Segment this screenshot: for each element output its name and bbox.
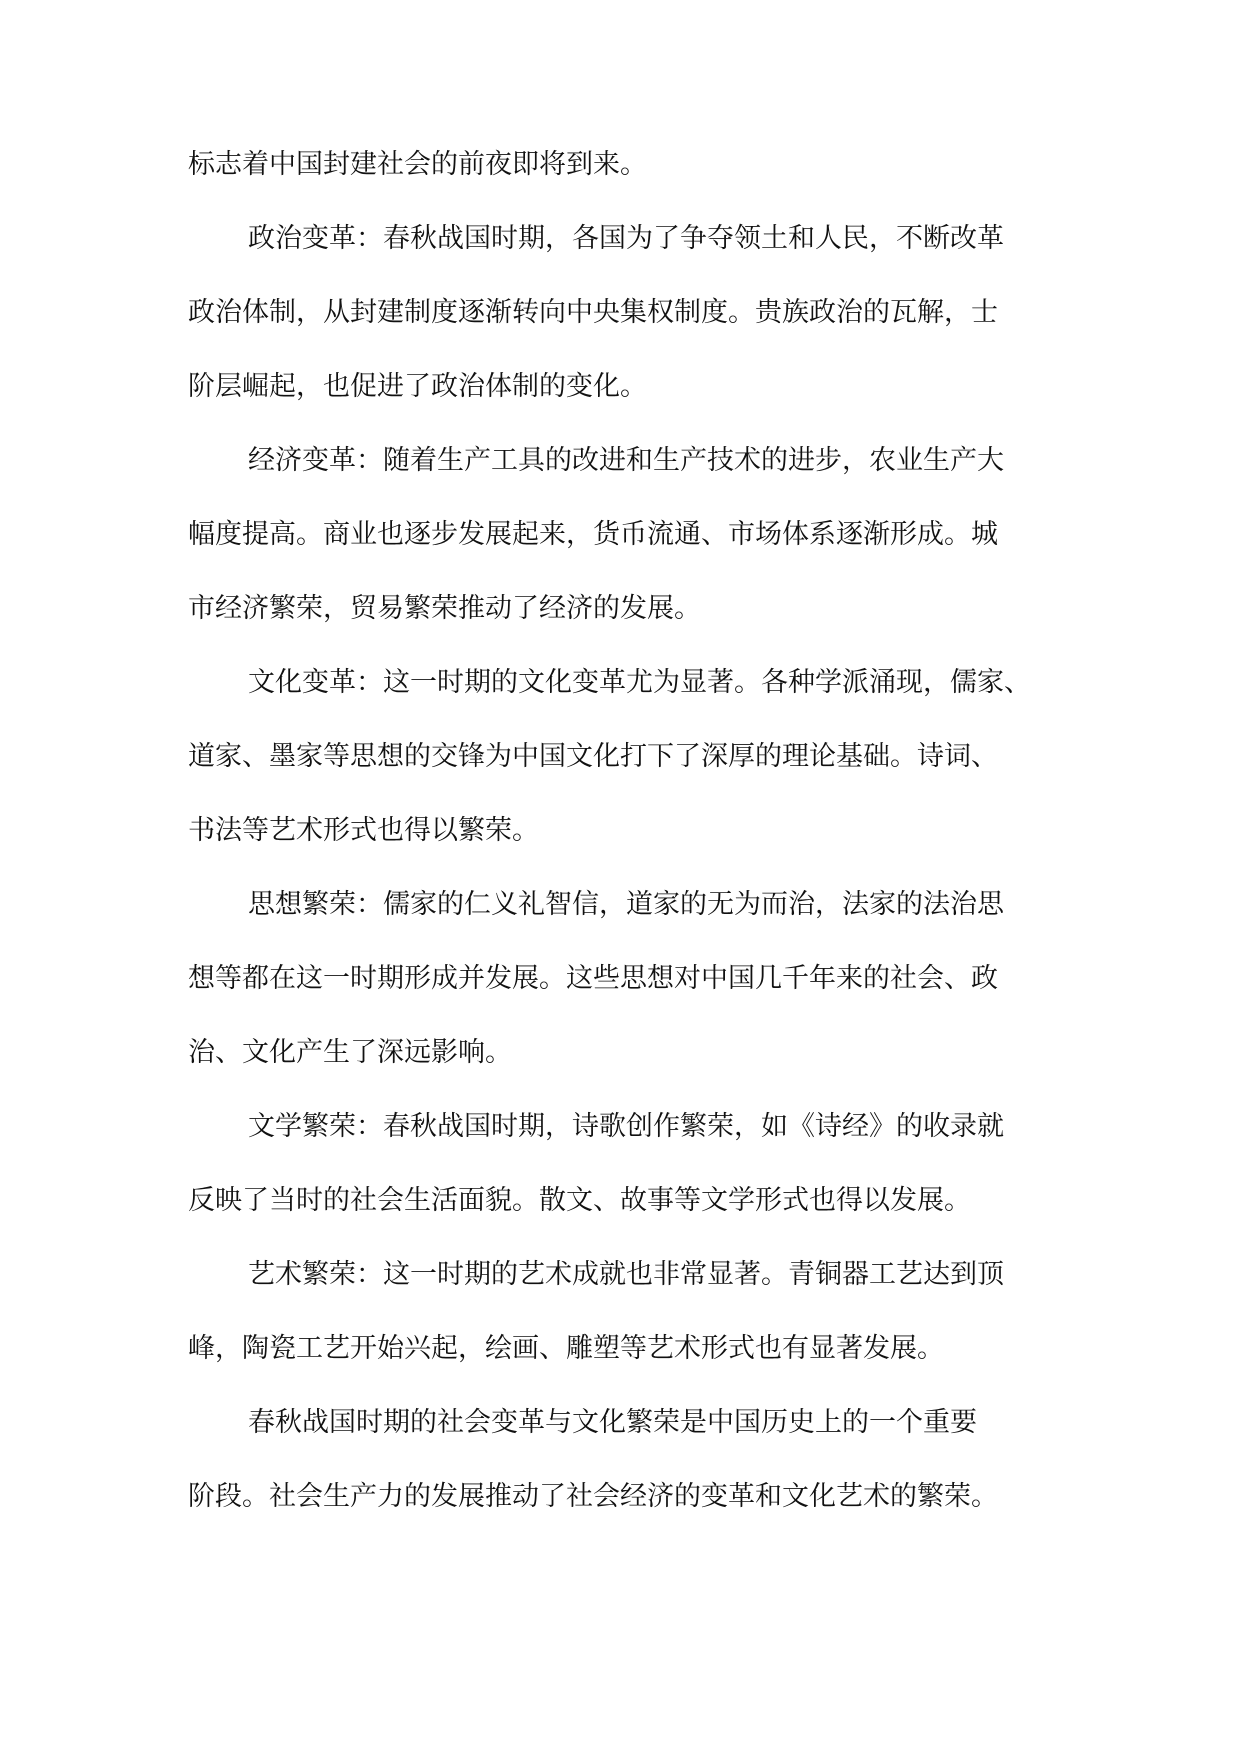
text-line: 书法等艺术形式也得以繁荣。 <box>188 815 539 846</box>
text-line: 治、文化产生了深远影响。 <box>188 1037 512 1068</box>
paragraph-first-line: 政治变革：春秋战国时期，各国为了争夺领土和人民，不断改革 <box>248 223 1004 254</box>
text-line: 政治体制，从封建制度逐渐转向中央集权制度。贵族政治的瓦解，士 <box>188 297 998 328</box>
text-line: 市经济繁荣，贸易繁荣推动了经济的发展。 <box>188 593 701 624</box>
document-body <box>188 148 1068 1554</box>
text-line: 峰，陶瓷工艺开始兴起，绘画、雕塑等艺术形式也有显著发展。 <box>188 1333 944 1364</box>
text-line: 道家、墨家等思想的交锋为中国文化打下了深厚的理论基础。诗词、 <box>188 741 998 772</box>
text-line: 幅度提高。商业也逐步发展起来，货币流通、市场体系逐渐形成。城 <box>188 519 998 550</box>
paragraph-first-line: 经济变革：随着生产工具的改进和生产技术的进步，农业生产大 <box>248 445 1004 476</box>
text-line: 反映了当时的社会生活面貌。散文、故事等文学形式也得以发展。 <box>188 1185 971 1216</box>
text-line: 阶层崛起，也促进了政治体制的变化。 <box>188 371 647 402</box>
paragraph-first-line: 文化变革：这一时期的文化变革尤为显著。各种学派涌现，儒家、 <box>248 667 1031 698</box>
text-line: 标志着中国封建社会的前夜即将到来。 <box>188 149 647 180</box>
paragraph-first-line: 艺术繁荣：这一时期的艺术成就也非常显著。青铜器工艺达到顶 <box>248 1259 1004 1290</box>
text-line: 阶段。社会生产力的发展推动了社会经济的变革和文化艺术的繁荣。 <box>188 1481 998 1512</box>
paragraph-first-line: 文学繁荣：春秋战国时期，诗歌创作繁荣，如《诗经》的收录就 <box>248 1111 1004 1142</box>
paragraph-first-line: 春秋战国时期的社会变革与文化繁荣是中国历史上的一个重要 <box>248 1407 977 1438</box>
paragraph-first-line: 思想繁荣：儒家的仁义礼智信，道家的无为而治，法家的法治思 <box>248 889 1004 920</box>
text-line: 想等都在这一时期形成并发展。这些思想对中国几千年来的社会、政 <box>188 963 998 994</box>
